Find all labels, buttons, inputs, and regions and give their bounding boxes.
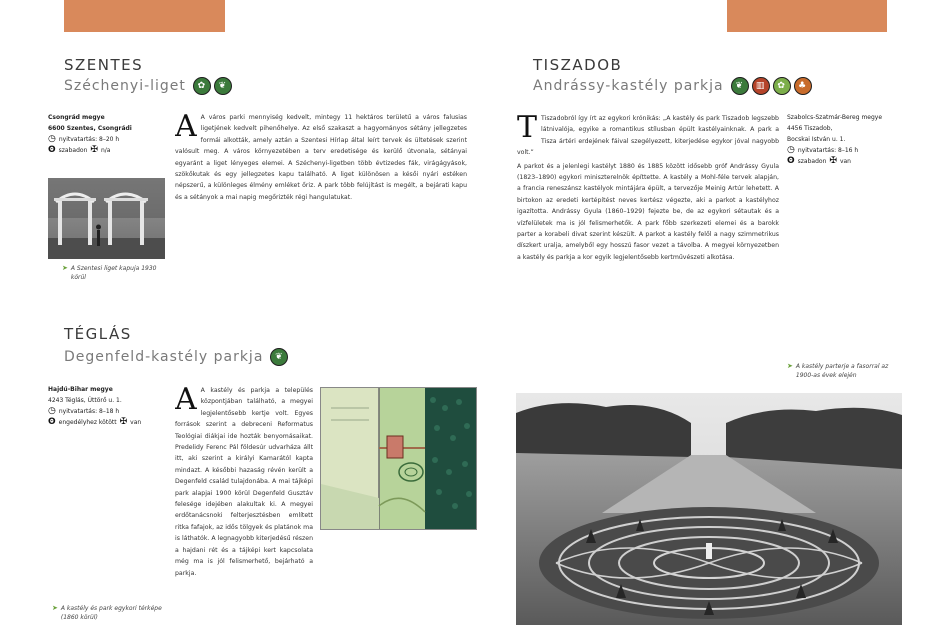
szentes-entry: szabadon [58,147,88,154]
clock-icon: ◷ [48,406,56,416]
teglas-map-image [320,387,477,530]
parking-icon: ✠ [829,156,837,166]
tiszadob-parking: van [839,158,851,165]
caption-arrow-icon: ➤ [62,264,68,272]
teglas-city-heading: TÉGLÁS [64,325,132,343]
szentes-subtitle [64,77,232,95]
teglas-body-text: A kastély és parkja a település központjában található, a megyei legjelentősebb kertje volt. Egyes források szerint a debreceni Reformatus Teológiai diákjai ide hozták benyomásaikat. Predelidy Ferenc Pál földesúr udvarháza állt itt, aki szerint a királyi Kamarától kapta mindazt. A későbbi hazaság révén került a Degenfeld család tulajdonába. A mai tájképi park alapjai 1900 körül Degenfeld Gusztáv felesége idejében alakultak ki. A megyei erdőtanácsnoki felterjesztésben említett ritka fafajok, az idős tölgyek és platánok ma is láthatók. A legnagyobb kiterjedésű részen a hajdani rét és a tájképi kert kapcsolata még ma is jól felismerhető, bejárható a parkja. [175,387,313,577]
leaf-icon: ❦ [731,77,749,95]
tiszadob-entry: szabadon [797,158,827,165]
tiszadob-city-heading: TISZADOB [533,56,623,74]
leaf-icon: ✿ [193,77,211,95]
building-icon: ▥ [752,77,770,95]
szentes-address: 6600 Szentes, Csongrádi [48,125,132,132]
clock-icon: ◷ [787,145,795,155]
caption-arrow-icon: ➤ [787,362,793,370]
leaf-icon: ❦ [214,77,232,95]
parking-icon: ✠ [119,417,128,427]
teglas-entry: engedélyhez kötött [58,419,117,426]
szentes-drop-cap: A [175,112,197,144]
teglas-parking: van [130,419,142,426]
parking-icon: ✠ [90,145,98,155]
tiszadob-county: Szabolcs-Szatmár-Bereg megye [787,114,883,121]
teglas-hours: nyitvatartás: 8–18 h [58,408,120,415]
szentes-hours: nyitvatartás: 8–20 h [58,136,120,143]
caption-arrow-icon: ➤ [52,604,58,612]
szentes-body [175,112,467,298]
szentes-county: Csongrád megye [48,114,105,121]
szentes-body-text: A város parki mennyiség kedvelt, mintegy 11 hektáros területű a város falusias ligetjének kedvelt pihenőhelye. Az első szakaszt a hagyományos sétány jellegzetes formái alkották, amely aztán a Szentesi Hírlap által leírt tervek és ültetések szerint valósult meg. A város környezetében a terv eredetisége és kerülő útvonala, sétányai egyaránt a liget lényeges elemei. A Széchenyi-ligetben több évtizedes fák, virágágyások, szökőkutak és egy jellegzetes kapu található. A liget különösen a késői nyári estéken népszerű, a különleges élmény emléket őriz. A park több felújítást is megélt, a bejárati kapu és a sétányok a mai napig megőrizték régi hangulatukat. [175,114,467,201]
teglas-map-caption [52,604,172,622]
szentes-caption-text: A Szentesi liget kapuja 1930 körül [70,265,157,281]
tiszadob-hours: nyitvatartás: 8–16 h [797,147,859,154]
ticket-icon: ʘ [787,156,795,166]
szentes-gate-photo [48,178,165,259]
tiszadob-subtitle-text: Andrássy-kastély parkja [533,78,724,94]
clock-icon: ◷ [48,134,56,144]
tree-icon: ♣ [794,77,812,95]
tiszadob-body-text: A parkot és a jelenlegi kastélyt 1880 és 1885 között idősebb gróf Andrássy Gyula (1823–1890) egykori miniszterelnök építtette. A kastély a Mohl-féle tervek alapján, a francia reneszánsz kastélyok mintájára épült, a tervezője Meinig Artúr lehetett. A birtokon az eredeti kertépítést neves kertész végezte, aki a parkot a kastélyhoz igazította. Andrássy Gyula (1860–1929) fejezte be, de az egykori sétautak és a vízfelületek ma is jól felismerhetők. A park főbb szerkezeti elemei és a barokk parter a korabeli divat szerint készült. A parkot a kastély felől a nagy szimmetrikus díszkert uralja, amelyből egy hosszú fasor vezet a távolba. A megyei környezetben a kastély és parkja a kor egyik legjelentősebb kertművészeti alkotása. [517,162,779,261]
ticket-icon: ʘ [48,145,56,155]
teglas-info [48,384,173,428]
right-header-tab [727,0,887,32]
szentes-city-heading: SZENTES [64,56,144,74]
szentes-parking: n/a [100,147,111,154]
teglas-subtitle-text: Degenfeld-kastély parkja [64,349,264,365]
tiszadob-drop-cap: T [517,113,538,145]
left-header-tab [64,0,225,32]
leaf-icon: ✿ [773,77,791,95]
teglas-county: Hajdú-Bihar megye [48,386,113,393]
teglas-drop-cap: A [175,385,197,417]
teglas-caption-text: A kastély és park egykori térképe (1860 körül) [60,605,162,621]
tiszadob-subtitle [533,77,812,95]
szentes-photo-caption [62,264,172,282]
tiszadob-caption-text: A kastély parterje a fasorral az 1900-as évek elején [795,363,889,379]
szentes-info [48,112,168,156]
tiszadob-address: 4456 Tiszadob, [787,125,833,132]
teglas-body [175,385,313,627]
tiszadob-parterre-photo [516,393,902,625]
teglas-address: 4243 Téglás, Úttörő u. 1. [48,397,122,404]
tiszadob-photo-caption [787,362,902,380]
ticket-icon: ʘ [48,417,56,427]
tiszadob-street: Bocskai István u. 1. [787,136,846,143]
tiszadob-body [517,113,779,383]
leaf-icon: ❦ [270,348,288,366]
teglas-subtitle [64,348,288,366]
szentes-subtitle-text: Széchenyi-liget [64,78,186,94]
tiszadob-info [787,112,927,167]
tiszadob-intro-text: Tiszadobról így írt az egykori krónikás: „A kastély és park Tiszadob legszebb látnivalója, egyike a romantikus stílusban épült kastélyainknak. A park a Tisza ártéri erdejének fáival szegélyezett, kiterjedése egykor jóval nagyobb volt.” [517,115,779,157]
